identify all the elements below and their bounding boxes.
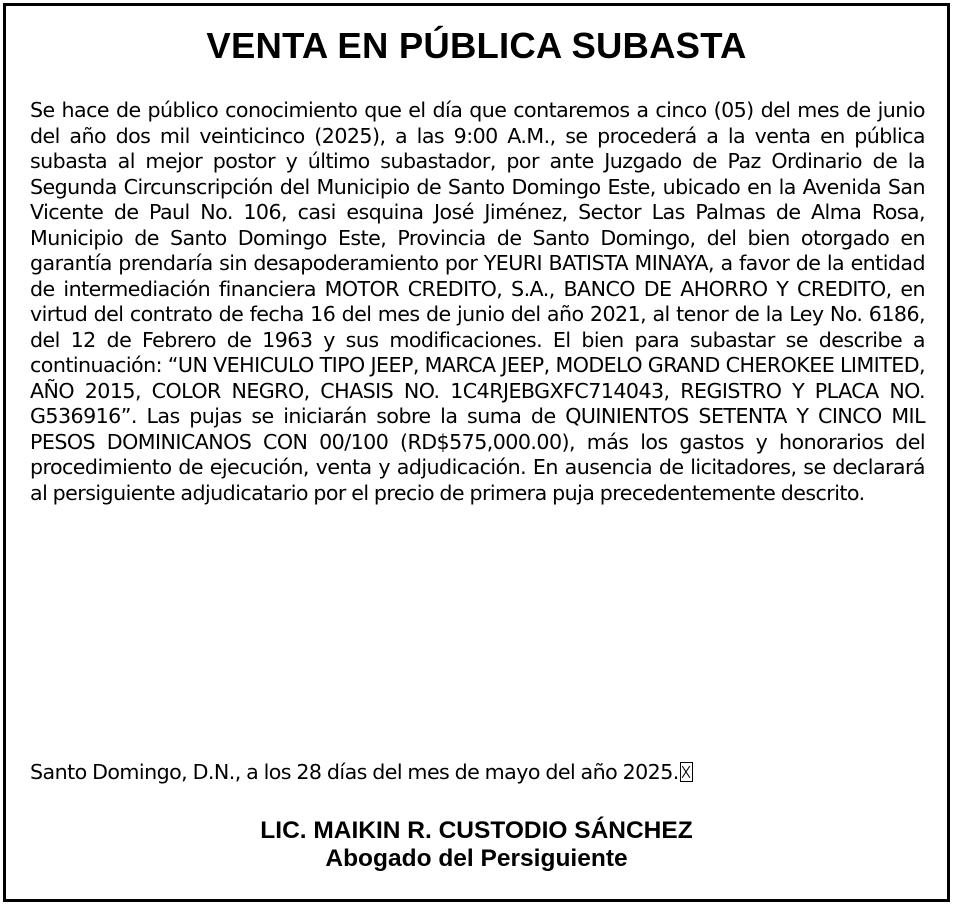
legal-notice (3, 3, 950, 902)
notice-title: VENTA EN PÚBLICA SUBASTA (206, 25, 747, 66)
notice-body: Se hace de público conocimiento que el día que contaremos a cinco (05) del mes de junio del año dos mil veinticinco (2025), a las 9:00 A.M., se procederá a la venta en pública subasta al mejor postor y último subastador, por ante Juzgado de Paz Ordinario de la Segunda Circunscripción del Municipio de Santo Domingo Este, ubicado en la Avenida San Vicente de Paul No. 106, casi esquina José Jiménez, Sector Las Palmas de Alma Rosa, Municipio de Santo Domingo Este, Provincia de Santo Domingo, del bien otorgado en garantía prendaría sin desapoderamiento por YEURI BATISTA MINAYA, a favor de la entidad de intermediación financiera MOTOR CREDITO, S.A., BANCO DE AHORRO Y CREDITO, en virtud del contrato de fecha 16 del mes de junio del año 2021, al tenor de la Ley No. 6186, del 12 de Febrero de 1963 y sus modificaciones. El bien para subastar se describe a continuación: “UN VEHICULO TIPO JEEP, MARCA JEEP, MODELO GRAND CHEROKEE LIMITED, AÑO 2015, COLOR NEGRO, CHASIS NO. 1C4RJEBGXFC714043, REGISTRO Y PLACA NO. G536916”. Las pujas se iniciarán sobre la suma de QUINIENTOS SETENTA Y CINCO MIL PESOS DOMINICANOS CON 00/100 (RD$575,000.00), más los gastos y honorarios del procedimiento de ejecución, venta y adjudicación. En ausencia de licitadores, se declarará al persiguiente adjudicatario por el precio de primera puja precedentemente descrito. (30, 98, 925, 505)
signer-name: LIC. MAIKIN R. CUSTODIO SÁNCHEZ (260, 817, 693, 844)
notice-date-line (30, 759, 693, 785)
signer-role: Abogado del Persiguiente (325, 845, 628, 872)
missing-glyph-icon (680, 762, 693, 782)
date-line-text: Santo Domingo, D.N., a los 28 días del mes de mayo del año 2025. (30, 760, 679, 784)
